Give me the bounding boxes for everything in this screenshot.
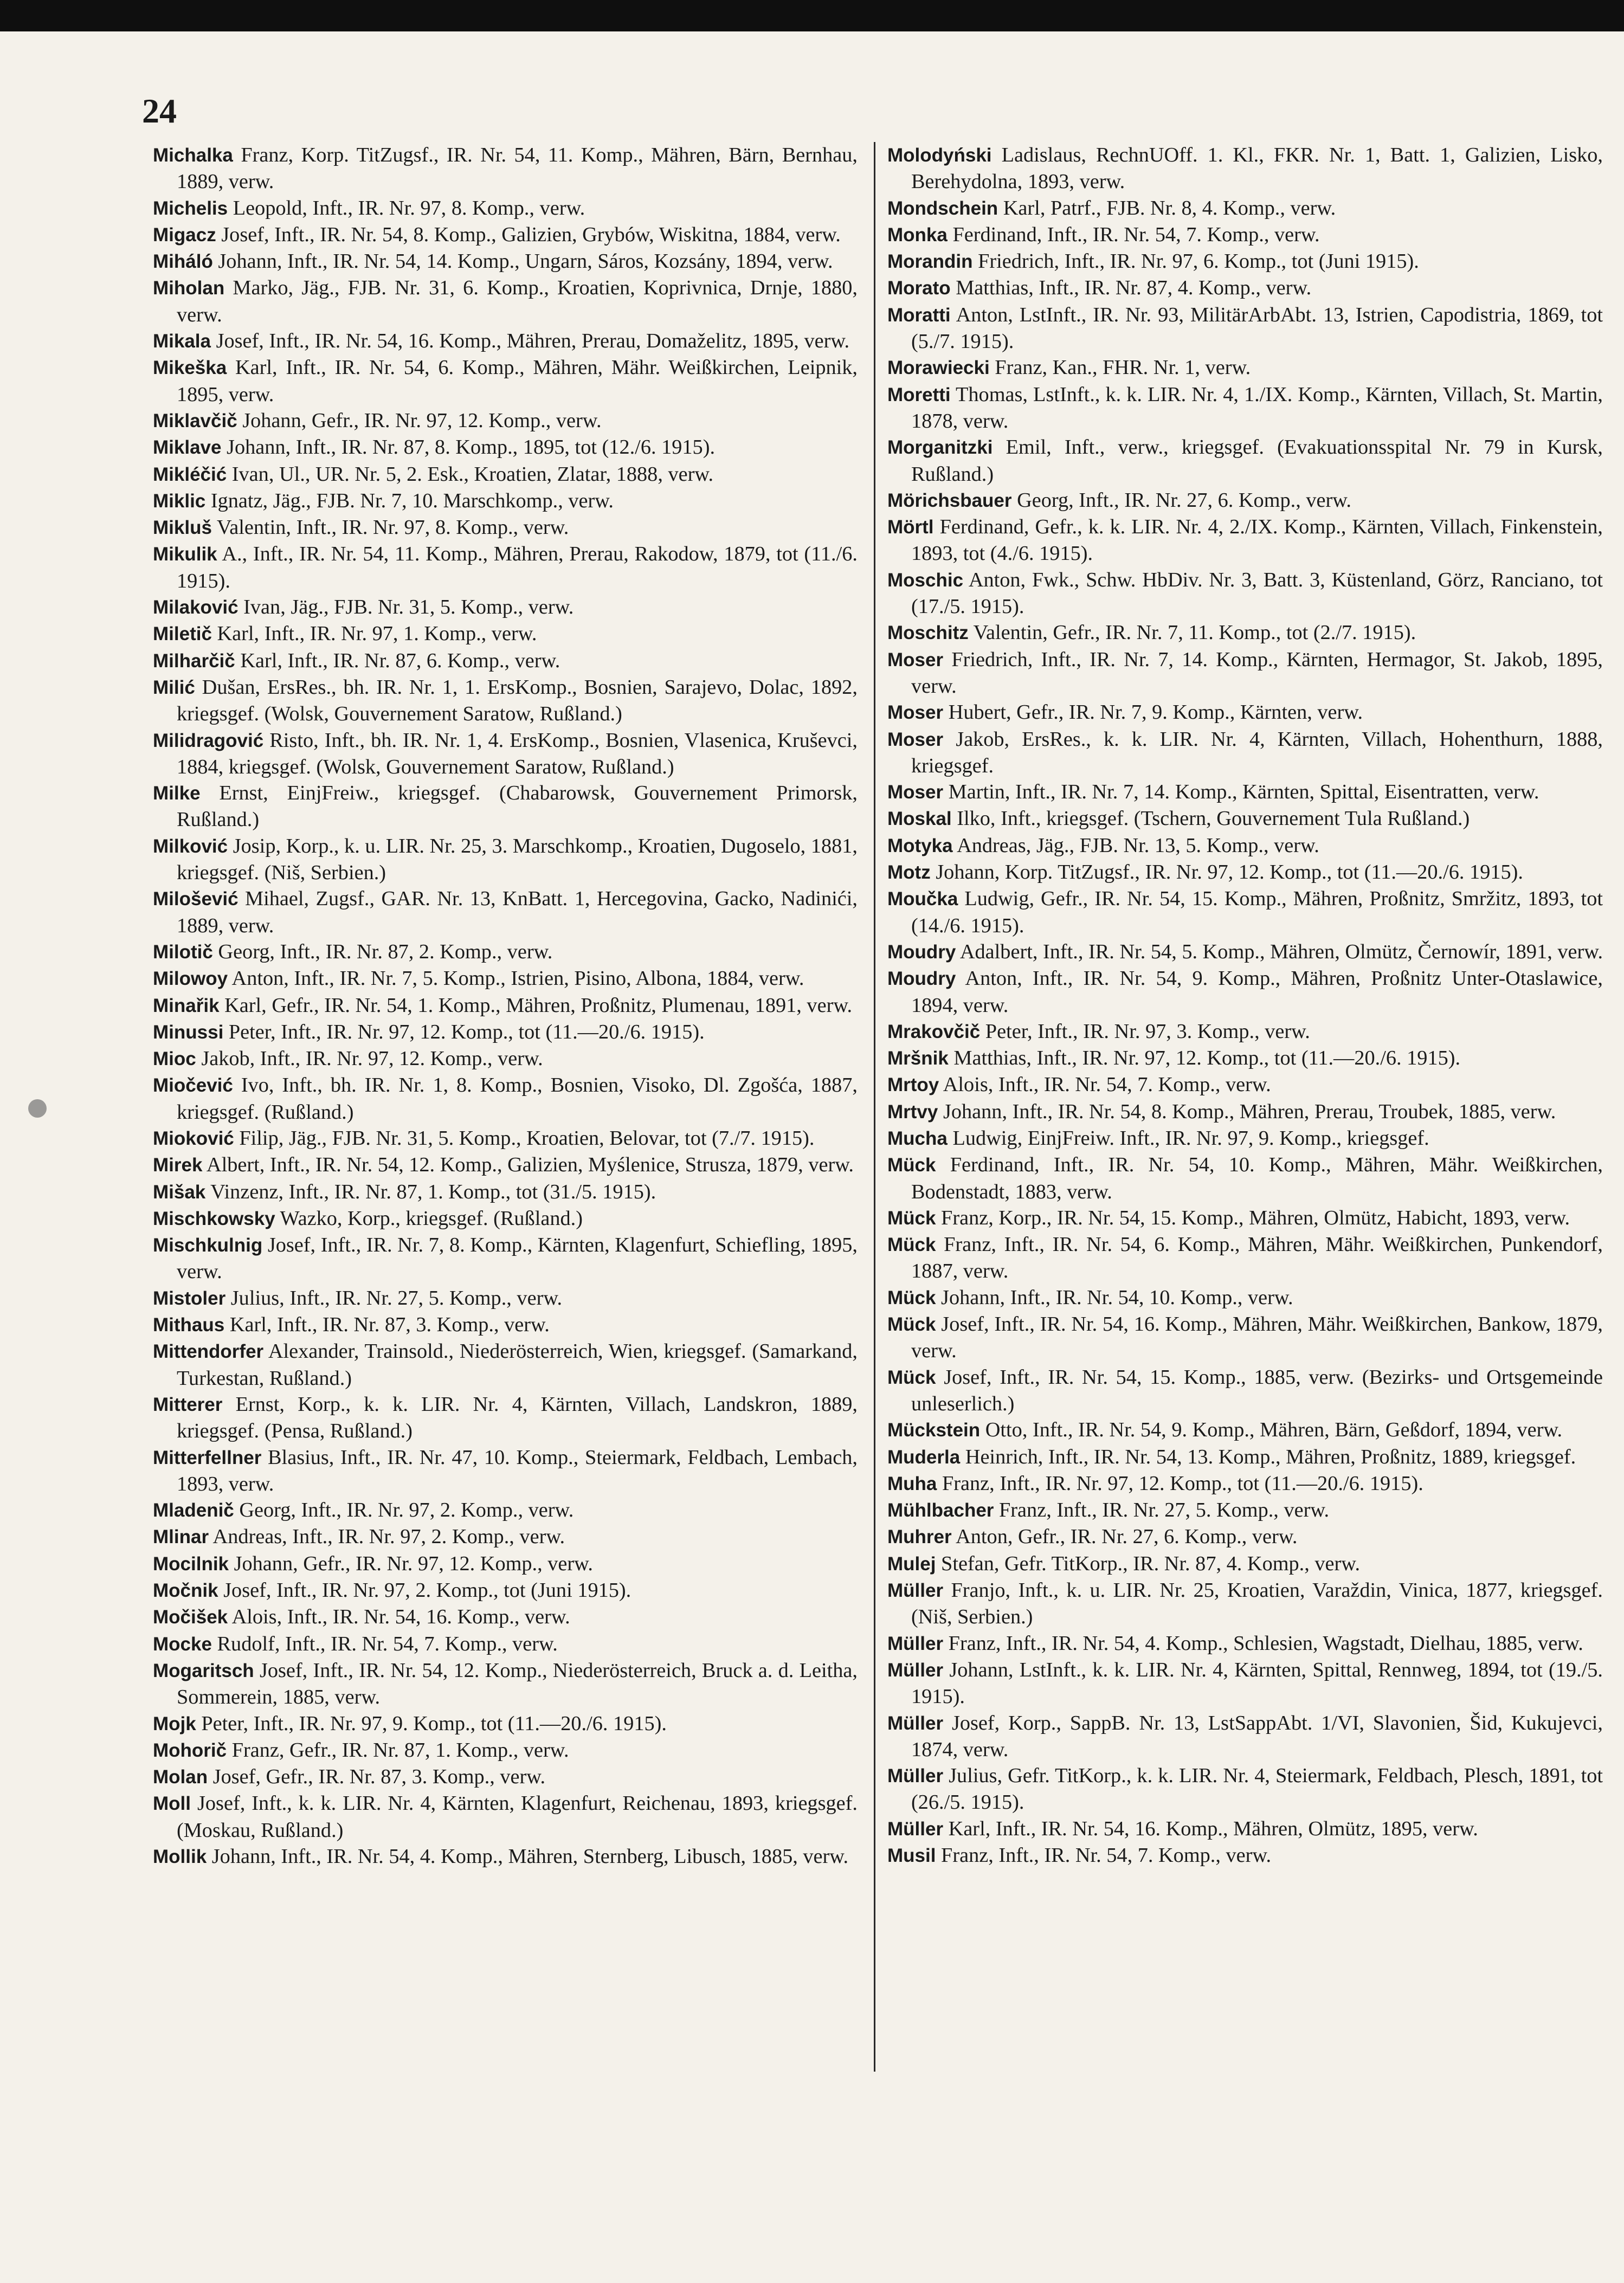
entry-surname: Mück: [887, 1314, 936, 1336]
register-entry: [887, 965, 1603, 1018]
register-entry: [153, 1232, 858, 1285]
register-entry: [153, 275, 858, 328]
entry-surname: Minussi: [153, 1021, 224, 1043]
entry-details: Friedrich, Inft., IR. Nr. 7, 14. Komp., Kärnten, Hermagor, St. Jakob, 1895, verw.: [911, 648, 1603, 698]
entry-surname: Milić: [153, 676, 195, 698]
register-entry: [887, 1497, 1603, 1524]
entry-surname: Mückstein: [887, 1420, 981, 1441]
entry-details: Marko, Jäg., FJB. Nr. 31, 6. Komp., Kroatien, Koprivnica, Drnje, 1880, verw.: [177, 276, 858, 326]
entry-surname: Milotič: [153, 941, 213, 963]
entry-surname: Moretti: [887, 384, 951, 405]
entry-surname: Mioc: [153, 1048, 196, 1070]
entry-details: Emil, Inft., verw., kriegsgef. (Evakuationsspital Nr. 79 in Kursk, Rußland.): [911, 436, 1603, 486]
register-entry: [887, 779, 1603, 805]
entry-surname: Molan: [153, 1766, 208, 1788]
entry-surname: Miletič: [153, 623, 212, 645]
entry-details: Matthias, Inft., IR. Nr. 87, 4. Komp., verw.: [956, 276, 1312, 300]
entry-details: Karl, Inft., IR. Nr. 54, 16. Komp., Mähren, Olmütz, 1895, verw.: [948, 1817, 1478, 1840]
entry-details: Peter, Inft., IR. Nr. 97, 3. Komp., verw.: [985, 1020, 1310, 1043]
entry-surname: Mrtoy: [887, 1074, 939, 1096]
register-entry: [153, 939, 858, 965]
entry-surname: Moser: [887, 649, 944, 670]
entry-details: Valentin, Inft., IR. Nr. 97, 8. Komp., verw.: [216, 516, 569, 539]
entry-details: Alois, Inft., IR. Nr. 54, 7. Komp., verw.: [943, 1073, 1271, 1097]
register-entry: [153, 514, 858, 541]
entry-details: Mihael, Zugsf., GAR. Nr. 13, KnBatt. 1, Hercegovina, Gacko, Nadinići, 1889, verw.: [177, 887, 858, 937]
entry-details: Johann, Inft., IR. Nr. 87, 8. Komp., 1895, tot (12./6. 1915).: [227, 436, 716, 459]
register-entry: [887, 1231, 1603, 1285]
register-entry: [887, 1710, 1603, 1763]
entry-surname: Moučka: [887, 888, 958, 910]
entry-details: Ernst, Korp., k. k. LIR. Nr. 4, Kärnten, Villach, Landskron, 1889, kriegsgef. (Pensa, Rußland.): [177, 1392, 858, 1443]
entry-surname: Moudry: [887, 968, 956, 990]
entry-details: Filip, Jäg., FJB. Nr. 31, 5. Komp., Kroatien, Belovar, tot (7./7. 1915).: [239, 1126, 815, 1150]
register-entry: [153, 488, 858, 514]
entry-details: Rudolf, Inft., IR. Nr. 54, 7. Komp., verw.: [217, 1632, 558, 1655]
register-entry: [887, 1205, 1603, 1231]
register-entry: [887, 833, 1603, 859]
entry-surname: Muha: [887, 1473, 937, 1494]
page-number: 24: [142, 92, 177, 130]
entry-details: Karl, Inft., IR. Nr. 97, 1. Komp., verw.: [217, 622, 537, 646]
register-entry: [153, 1152, 858, 1178]
entry-details: Alois, Inft., IR. Nr. 54, 16. Komp., verw.: [231, 1605, 570, 1629]
register-entry: [153, 1631, 858, 1658]
entry-details: Anton, Gefr., IR. Nr. 27, 6. Komp., verw.: [956, 1525, 1298, 1549]
register-entry: [153, 1764, 858, 1790]
entry-surname: Muderla: [887, 1446, 961, 1468]
register-entry: [153, 780, 858, 833]
entry-surname: Mirek: [153, 1155, 203, 1176]
entry-surname: Moschitz: [887, 622, 969, 644]
entry-details: Ludwig, EinjFreiw. Inft., IR. Nr. 97, 9. Komp., kriegsgef.: [952, 1126, 1429, 1150]
entry-surname: Milošević: [153, 888, 239, 910]
entry-details: Johann, Gefr., IR. Nr. 97, 12. Komp., verw.: [242, 409, 602, 432]
entry-surname: Miočević: [153, 1075, 233, 1097]
register-entry: [153, 1205, 858, 1232]
entry-details: Peter, Inft., IR. Nr. 97, 9. Komp., tot (11.—20./6. 1915).: [201, 1712, 667, 1735]
entry-surname: Moll: [153, 1793, 191, 1815]
register-entry: [887, 248, 1603, 275]
entry-details: Ferdinand, Gefr., k. k. LIR. Nr. 4, 2./IX. Komp., Kärnten, Villach, Finkenstein, 1893, tot (4./6. 1915).: [911, 515, 1603, 565]
entry-surname: Mohorič: [153, 1739, 227, 1761]
entry-details: Karl, Patrf., FJB. Nr. 8, 4. Komp., verw.: [1003, 196, 1336, 220]
entry-surname: Mucha: [887, 1127, 948, 1149]
entry-details: Franz, Inft., IR. Nr. 54, 6. Komp., Mähren, Mähr. Weißkirchen, Punkendorf, 1887, verw.: [911, 1233, 1603, 1283]
entry-details: Franz, Gefr., IR. Nr. 87, 1. Komp., verw.: [231, 1738, 569, 1762]
register-entry: [153, 1551, 858, 1577]
entry-details: Georg, Inft., IR. Nr. 27, 6. Komp., verw.: [1017, 488, 1351, 512]
register-entry: [153, 354, 858, 408]
entry-details: Georg, Inft., IR. Nr. 87, 2. Komp., verw.: [218, 940, 553, 963]
entry-details: Josef, Inft., IR. Nr. 54, 16. Komp., Mähren, Mähr. Weißkirchen, Bankow, 1879, verw.: [911, 1313, 1603, 1363]
register-entry: [153, 621, 858, 647]
entry-details: Matthias, Inft., IR. Nr. 97, 12. Komp., tot (11.—20./6. 1915).: [953, 1047, 1461, 1070]
entry-surname: Müller: [887, 1818, 944, 1840]
register-entry: [153, 1046, 858, 1072]
entry-surname: Miklic: [153, 490, 206, 512]
register-entry: [887, 647, 1603, 700]
entry-details: Wazko, Korp., kriegsgef. (Rußland.): [280, 1207, 583, 1230]
entry-surname: Monka: [887, 224, 948, 246]
register-entry: [153, 992, 858, 1019]
register-entry: [153, 1312, 858, 1338]
left-column: [153, 142, 858, 1870]
entry-details: Dušan, ErsRes., bh. IR. Nr. 1, 1. ErsKomp., Bosnien, Sarajevo, Dolac, 1892, kriegsgef. (Wolsk, Gouvernement Saratow, Rußland.): [177, 675, 858, 726]
register-entry: [153, 1737, 858, 1764]
entry-details: Josef, Inft., IR. Nr. 97, 2. Komp., tot (Juni 1915).: [223, 1579, 631, 1602]
register-entry: [153, 1843, 858, 1870]
entry-surname: Mrakovčič: [887, 1021, 981, 1042]
entry-details: Peter, Inft., IR. Nr. 97, 12. Komp., tot (11.—20./6. 1915).: [228, 1020, 705, 1043]
entry-details: Josip, Korp., k. u. LIR. Nr. 25, 3. Marschkomp., Kroatien, Dugoselo, 1881, kriegsgef. (Niš, Serbien.): [177, 834, 858, 885]
entry-details: Johann, Inft., IR. Nr. 54, 10. Komp., verw.: [941, 1286, 1293, 1309]
entry-details: Friedrich, Inft., IR. Nr. 97, 6. Komp., tot (Juni 1915).: [978, 250, 1419, 273]
register-entry: [887, 382, 1603, 435]
entry-surname: Morato: [887, 278, 951, 299]
entry-surname: Mikeška: [153, 357, 227, 379]
entry-details: Johann, Korp. TitZugsf., IR. Nr. 97, 12. Komp., tot (11.—20./6. 1915).: [936, 861, 1523, 884]
entry-details: Otto, Inft., IR. Nr. 54, 9. Komp., Mähren, Bärn, Geßdorf, 1894, verw.: [985, 1418, 1563, 1442]
register-entry: [887, 195, 1603, 222]
entry-details: Georg, Inft., IR. Nr. 97, 2. Komp., verw.: [239, 1499, 574, 1522]
entry-surname: Morandin: [887, 251, 973, 273]
register-entry: [153, 1658, 858, 1711]
entry-details: Julius, Inft., IR. Nr. 27, 5. Komp., verw.: [230, 1286, 563, 1310]
entry-surname: Moudry: [887, 941, 956, 963]
entry-details: Ludwig, Gefr., IR. Nr. 54, 15. Komp., Mähren, Proßnitz, Smržitz, 1893, tot (14./6. 1915).: [911, 887, 1603, 937]
entry-details: Johann, LstInft., k. k. LIR. Nr. 4, Kärnten, Spittal, Rennweg, 1894, tot (19./5. 1915).: [911, 1658, 1603, 1708]
entry-details: Josef, Inft., k. k. LIR. Nr. 4, Kärnten, Klagenfurt, Reichenau, 1893, kriegsgef. (Moskau, Rußland.): [177, 1792, 858, 1842]
entry-surname: Müller: [887, 1633, 944, 1654]
entry-surname: Mück: [887, 1366, 936, 1388]
register-entry: [153, 1019, 858, 1046]
entry-surname: Michelis: [153, 197, 228, 219]
entry-surname: Moser: [887, 782, 944, 803]
register-entry: [887, 1816, 1603, 1842]
entry-details: Vinzenz, Inft., IR. Nr. 87, 1. Komp., tot (31./5. 1915).: [210, 1180, 656, 1203]
entry-details: Anton, LstInft., IR. Nr. 93, MilitärArbAbt. 13, Istrien, Capodistria, 1869, tot (5./7. 1915).: [911, 303, 1603, 353]
entry-surname: Miháló: [153, 251, 213, 273]
entry-details: Ladislaus, RechnUOff. 1. Kl., FKR. Nr. 1, Batt. 1, Galizien, Lisko, Berehydolna, 1893, verw.: [911, 144, 1603, 194]
entry-details: Anton, Inft., IR. Nr. 7, 5. Komp., Istrien, Pisino, Albona, 1884, verw.: [231, 967, 804, 990]
entry-surname: Moskal: [887, 808, 952, 830]
entry-details: Ferdinand, Inft., IR. Nr. 54, 10. Komp., Mähren, Mähr. Weißkirchen, Bodenstadt, 1883, verw.: [911, 1153, 1603, 1203]
register-entry: [887, 275, 1603, 301]
register-entry: [887, 886, 1603, 939]
register-entry: [153, 727, 858, 781]
entry-surname: Mithaus: [153, 1314, 225, 1336]
register-entry: [887, 1152, 1603, 1205]
register-entry: [887, 1364, 1603, 1417]
register-entry: [153, 1497, 858, 1524]
entry-details: Karl, Gefr., IR. Nr. 54, 1. Komp., Mähren, Proßnitz, Plumenau, 1891, verw.: [224, 994, 853, 1017]
entry-surname: Milaković: [153, 597, 239, 618]
register-entry: [153, 1577, 858, 1604]
register-entry: [153, 674, 858, 727]
entry-surname: Mikléčić: [153, 463, 227, 485]
entry-details: Franz, Korp., IR. Nr. 54, 15. Komp., Mähren, Olmütz, Habicht, 1893, verw.: [941, 1206, 1570, 1229]
entry-details: A., Inft., IR. Nr. 54, 11. Komp., Mähren, Prerau, Rakodow, 1879, tot (11./6. 1915).: [177, 543, 858, 592]
entry-surname: Minařik: [153, 995, 220, 1016]
entry-surname: Müller: [887, 1712, 944, 1734]
entry-surname: Milković: [153, 835, 228, 857]
register-entry: [153, 1072, 858, 1125]
entry-details: Josef, Inft., IR. Nr. 54, 15. Komp., 1885, verw. (Bezirks- und Ortsgemeinde unleserlich.): [911, 1365, 1603, 1415]
register-entry: [887, 699, 1603, 726]
entry-surname: Michalka: [153, 145, 233, 166]
entry-details: Alexander, Trainsold., Niederösterreich, Wien, kriegsgef. (Samarkand, Turkestan, Rußland.): [177, 1340, 858, 1390]
register-entry: [887, 939, 1603, 965]
entry-details: Franz, Korp. TitZugsf., IR. Nr. 54, 11. Komp., Mähren, Bärn, Bernhau, 1889, verw.: [177, 144, 858, 194]
entry-details: Franz, Kan., FHR. Nr. 1, verw.: [995, 356, 1251, 379]
entry-details: Andreas, Jäg., FJB. Nr. 13, 5. Komp., verw.: [957, 834, 1319, 857]
entry-surname: Mittendorfer: [153, 1341, 264, 1363]
entry-surname: Močišek: [153, 1607, 228, 1628]
entry-details: Thomas, LstInft., k. k. LIR. Nr. 4, 1./IX. Komp., Kärnten, Villach, St. Martin, 1878, verw.: [911, 383, 1603, 433]
entry-surname: Mogaritsch: [153, 1660, 254, 1681]
register-entry: [153, 248, 858, 275]
entry-details: Ivo, Inft., bh. IR. Nr. 1, 8. Komp., Bosnien, Visoko, Dl. Zgošća, 1887, kriegsgef. (Rußland.): [177, 1074, 858, 1124]
register-entry: [887, 1630, 1603, 1657]
entry-surname: Mikala: [153, 331, 211, 352]
entry-surname: Mioković: [153, 1127, 234, 1149]
entry-details: Josef, Korp., SappB. Nr. 13, LstSappAbt. 1/VI, Slavonien, Šid, Kukujevci, 1874, verw.: [911, 1711, 1603, 1761]
entry-surname: Mulej: [887, 1553, 936, 1575]
register-entry: [153, 1179, 858, 1205]
register-entry: [153, 1711, 858, 1737]
entry-surname: Müller: [887, 1580, 944, 1602]
entry-details: Ernst, EinjFreiw., kriegsgef. (Chabarowsk, Gouvernement Primorsk, Rußland.): [177, 782, 858, 831]
entry-details: Johann, Gefr., IR. Nr. 97, 12. Komp., verw.: [234, 1552, 593, 1575]
entry-details: Anton, Inft., IR. Nr. 54, 9. Komp., Mähren, Proßnitz Unter-Otaslawice, 1894, verw.: [911, 967, 1603, 1017]
register-entry: [887, 1045, 1603, 1072]
entry-details: Josef, Inft., IR. Nr. 54, 8. Komp., Galizien, Grybów, Wiskitna, 1884, verw.: [221, 223, 841, 246]
register-entry: [153, 222, 858, 248]
entry-details: Blasius, Inft., IR. Nr. 47, 10. Komp., Steiermark, Feldbach, Lembach, 1893, verw.: [177, 1446, 858, 1495]
register-entry: [887, 487, 1603, 514]
register-entry: [153, 833, 858, 886]
register-entry: [887, 1551, 1603, 1577]
entry-details: Franz, Inft., IR. Nr. 27, 5. Komp., verw.: [999, 1499, 1330, 1522]
entry-details: Josef, Inft., IR. Nr. 7, 8. Komp., Kärnten, Klagenfurt, Schiefling, 1895, verw.: [177, 1234, 858, 1284]
entry-surname: Musil: [887, 1845, 936, 1866]
entry-surname: Molodyński: [887, 145, 992, 166]
entry-details: Jakob, Inft., IR. Nr. 97, 12. Komp., verw.: [201, 1047, 543, 1070]
entry-surname: Moser: [887, 702, 944, 724]
entry-details: Josef, Inft., IR. Nr. 54, 16. Komp., Mähren, Prerau, Domaželitz, 1895, verw.: [216, 330, 850, 353]
entry-surname: Mück: [887, 1234, 936, 1256]
register-entry: [153, 408, 858, 434]
entry-details: Julius, Gefr. TitKorp., k. k. LIR. Nr. 4, Steiermark, Feldbach, Plesch, 1891, tot (26./5. 1915).: [911, 1764, 1603, 1814]
entry-surname: Močnik: [153, 1580, 218, 1602]
register-entry: [887, 1285, 1603, 1311]
entry-surname: Mondschein: [887, 197, 998, 219]
register-entry: [153, 886, 858, 939]
entry-details: Ivan, Jäg., FJB. Nr. 31, 5. Komp., verw.: [243, 596, 574, 619]
entry-surname: Motyka: [887, 835, 953, 856]
register-entry: [887, 567, 1603, 620]
entry-surname: Mikulik: [153, 544, 217, 565]
entry-details: Risto, Inft., bh. IR. Nr. 1, 4. ErsKomp., Bosnien, Vlasenica, Kruševci, 1884, kriegsgef. (Wolsk, Gouvernement Saratow, Rußland.): [177, 728, 858, 778]
register-entry: [887, 620, 1603, 646]
register-entry: [887, 354, 1603, 381]
register-entry: [887, 302, 1603, 355]
entry-details: Ferdinand, Inft., IR. Nr. 54, 7. Komp., verw.: [952, 223, 1320, 246]
entry-surname: Moser: [887, 728, 944, 750]
entry-surname: Mitterfellner: [153, 1447, 262, 1468]
entry-surname: Morawiecki: [887, 357, 990, 379]
register-entry: [153, 1391, 858, 1444]
entry-details: Ivan, Ul., UR. Nr. 5, 2. Esk., Kroatien, Zlatar, 1888, verw.: [231, 462, 714, 486]
entry-details: Martin, Inft., IR. Nr. 7, 14. Komp., Kärnten, Spittal, Eisentratten, verw.: [948, 781, 1539, 804]
entry-surname: Milharčič: [153, 650, 235, 672]
entry-details: Ilko, Inft., kriegsgef. (Tschern, Gouvernement Tula Rußland.): [957, 807, 1470, 830]
entry-details: Johann, Inft., IR. Nr. 54, 8. Komp., Mähren, Prerau, Troubek, 1885, verw.: [943, 1100, 1556, 1123]
entry-details: Karl, Inft., IR. Nr. 54, 6. Komp., Mähren, Mähr. Weißkirchen, Leipnik, 1895, verw.: [177, 356, 858, 406]
register-entry: [887, 726, 1603, 779]
entry-surname: Mišak: [153, 1181, 206, 1203]
entry-surname: Moschic: [887, 569, 964, 591]
register-entry: [153, 142, 858, 195]
entry-details: Albert, Inft., IR. Nr. 54, 12. Komp., Galizien, Myślenice, Strusza, 1879, verw.: [206, 1153, 854, 1177]
entry-surname: Mischkowsky: [153, 1208, 275, 1229]
entry-details: Anton, Fwk., Schw. HbDiv. Nr. 3, Batt. 3, Küstenland, Görz, Ranciano, tot (17./5. 1915).: [911, 568, 1603, 618]
ink-smudge: [28, 1099, 47, 1118]
entry-surname: Miholan: [153, 278, 225, 299]
entry-details: Adalbert, Inft., IR. Nr. 54, 5. Komp., Mähren, Olmütz, Černowír, 1891, verw.: [959, 940, 1603, 963]
entry-details: Johann, Inft., IR. Nr. 54, 14. Komp., Ungarn, Sáros, Kozsány, 1894, verw.: [218, 250, 833, 273]
register-entry: [153, 1444, 858, 1498]
entry-surname: Mlinar: [153, 1526, 209, 1548]
register-entry: [887, 1577, 1603, 1630]
entry-surname: Müller: [887, 1659, 944, 1681]
entry-surname: Muhrer: [887, 1526, 952, 1548]
register-entry: [887, 1471, 1603, 1497]
entry-details: Valentin, Gefr., IR. Nr. 7, 11. Komp., tot (2./7. 1915).: [973, 621, 1416, 644]
register-entry: [887, 1099, 1603, 1125]
register-entry: [887, 1444, 1603, 1471]
entry-surname: Milke: [153, 783, 201, 804]
entry-details: Franz, Inft., IR. Nr. 54, 4. Komp., Schlesien, Wagstadt, Dielhau, 1885, verw.: [948, 1631, 1583, 1655]
register-entry: [153, 648, 858, 674]
entry-details: Jakob, ErsRes., k. k. LIR. Nr. 4, Kärnten, Villach, Hohenthurn, 1888, kriegsgef.: [911, 727, 1603, 777]
entry-surname: Mistoler: [153, 1287, 226, 1309]
entry-details: Franz, Inft., IR. Nr. 97, 12. Komp., tot (11.—20./6. 1915).: [942, 1472, 1423, 1495]
register-entry: [153, 1524, 858, 1550]
entry-surname: Mischkulnig: [153, 1235, 263, 1256]
entry-surname: Mrtvy: [887, 1101, 938, 1123]
register-entry: [153, 1790, 858, 1843]
column-divider: [874, 142, 875, 2072]
entry-surname: Mocke: [153, 1633, 212, 1655]
entry-surname: Mück: [887, 1155, 936, 1176]
entry-surname: Morganitzki: [887, 437, 993, 459]
entry-surname: Mück: [887, 1207, 936, 1229]
entry-surname: Mladenič: [153, 1500, 234, 1521]
register-entry: [887, 142, 1603, 195]
entry-details: Andreas, Inft., IR. Nr. 97, 2. Komp., verw.: [212, 1525, 565, 1549]
register-entry: [887, 1657, 1603, 1710]
entry-surname: Miklave: [153, 437, 222, 459]
register-entry: [153, 461, 858, 488]
register-entry: [153, 328, 858, 354]
entry-details: Leopold, Inft., IR. Nr. 97, 8. Komp., verw.: [233, 196, 585, 220]
register-entry: [887, 514, 1603, 567]
register-entry: [887, 1018, 1603, 1045]
right-column: [887, 142, 1603, 1869]
entry-surname: Mitterer: [153, 1394, 223, 1415]
entry-surname: Mück: [887, 1287, 936, 1308]
register-entry: [153, 965, 858, 992]
scan-top-border: [0, 0, 1624, 31]
register-entry: [153, 195, 858, 222]
entry-details: Karl, Inft., IR. Nr. 87, 3. Komp., verw.: [229, 1313, 550, 1337]
entry-details: Franjo, Inft., k. u. LIR. Nr. 25, Kroatien, Varaždin, Vinica, 1877, kriegsgef. (Niš, Serbien.): [911, 1579, 1603, 1629]
entry-surname: Mikluš: [153, 517, 212, 539]
register-entry: [887, 805, 1603, 832]
register-entry: [887, 222, 1603, 248]
register-entry: [153, 541, 858, 594]
register-entry: [153, 1604, 858, 1630]
register-entry: [153, 594, 858, 621]
register-entry: [887, 1125, 1603, 1152]
entry-surname: Mojk: [153, 1713, 196, 1734]
entry-surname: Milowoy: [153, 968, 228, 990]
entry-details: Heinrich, Inft., IR. Nr. 54, 13. Komp., Mähren, Proßnitz, 1889, kriegsgef.: [965, 1445, 1576, 1468]
entry-details: Hubert, Gefr., IR. Nr. 7, 9. Komp., Kärnten, verw.: [948, 701, 1363, 724]
entry-surname: Mörtl: [887, 517, 934, 538]
register-entry: [887, 1072, 1603, 1098]
register-entry: [887, 1524, 1603, 1550]
entry-details: Karl, Inft., IR. Nr. 87, 6. Komp., verw.: [240, 649, 560, 672]
entry-details: Stefan, Gefr. TitKorp., IR. Nr. 87, 4. Komp., verw.: [941, 1552, 1361, 1575]
entry-details: Franz, Inft., IR. Nr. 54, 7. Komp., verw.: [941, 1844, 1272, 1867]
register-entry: [153, 1285, 858, 1312]
entry-details: Josef, Inft., IR. Nr. 54, 12. Komp., Niederösterreich, Bruck a. d. Leitha, Sommerein, 1885, verw.: [177, 1659, 858, 1709]
entry-surname: Motz: [887, 862, 931, 883]
entry-details: Johann, Inft., IR. Nr. 54, 4. Komp., Mähren, Sternberg, Libusch, 1885, verw.: [211, 1845, 849, 1868]
entry-surname: Mühlbacher: [887, 1500, 994, 1521]
entry-surname: Müller: [887, 1765, 944, 1787]
entry-details: Josef, Gefr., IR. Nr. 87, 3. Komp., verw.: [212, 1765, 546, 1789]
entry-surname: Migacz: [153, 224, 216, 246]
register-entry: [887, 434, 1603, 487]
register-entry: [153, 1338, 858, 1391]
entry-surname: Mörichsbauer: [887, 489, 1012, 511]
register-entry: [887, 859, 1603, 886]
register-entry: [887, 1842, 1603, 1869]
register-entry: [887, 1311, 1603, 1364]
register-entry: [153, 1125, 858, 1152]
register-entry: [153, 434, 858, 461]
register-entry: [887, 1763, 1603, 1816]
entry-surname: Mollik: [153, 1846, 207, 1867]
entry-surname: Mršnik: [887, 1048, 949, 1069]
entry-surname: Milidragović: [153, 730, 264, 751]
entry-details: Ignatz, Jäg., FJB. Nr. 7, 10. Marschkomp., verw.: [210, 489, 614, 512]
entry-surname: Mocilnik: [153, 1553, 229, 1575]
entry-surname: Moratti: [887, 304, 951, 326]
entry-surname: Miklavčič: [153, 410, 237, 431]
register-entry: [887, 1417, 1603, 1443]
